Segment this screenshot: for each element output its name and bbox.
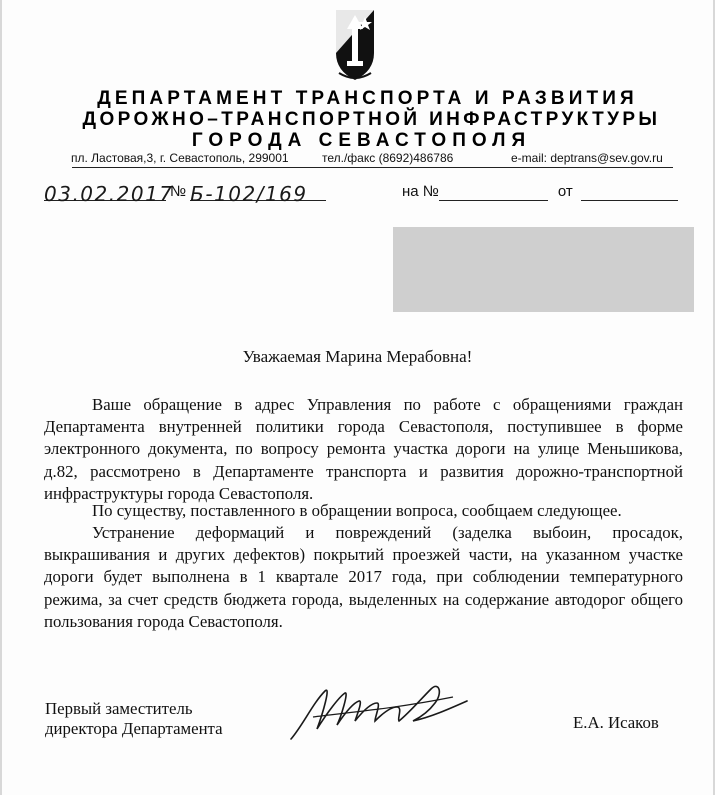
reference-blank bbox=[439, 182, 548, 201]
from-blank bbox=[581, 182, 678, 201]
letter-paragraph-3: Устранение деформаций и повреждений (заделка выбоин, просадок, выкрашивания и других дефектов) покрытий проезжей части, на указанном участке дороги будет выполнена в 1 квартале 2017 года, при соблюдении температурного режима, за счет средств бюджета города, выделенных на содержание автодорог общего пользования города Севастополя. bbox=[44, 523, 683, 631]
outgoing-date: 03.02.2017 bbox=[44, 182, 174, 206]
coat-of-arms-emblem bbox=[333, 7, 377, 83]
signatory-title-line-1: Первый заместитель bbox=[45, 699, 193, 718]
department-phone: тел./факс (8692)486786 bbox=[322, 151, 454, 165]
signatory-name: Е.А. Исаков bbox=[573, 713, 659, 732]
letter-paragraph-1: Ваше обращение в адрес Управления по работе с обращениями граждан Департамента внутренней политики города Севастополя, поступившее в форме электронного документа, по вопросу ремонта участка дороги на улице Меньшикова, д.82, рассмотрено в Департаменте транспорта и развития дорожно-транспортной инфраструктуры города Севастополя. bbox=[44, 395, 683, 503]
outgoing-registration bbox=[44, 182, 326, 208]
department-name-line-1: ДЕПАРТАМЕНТ ТРАНСПОРТА И РАЗВИТИЯ bbox=[97, 88, 638, 109]
redacted-addressee-block bbox=[393, 227, 694, 312]
from-label: от bbox=[557, 183, 573, 200]
signatory-title-line-2: директора Департамента bbox=[45, 719, 223, 738]
department-address: пл. Ластовая,3, г. Севастополь, 299001 bbox=[71, 151, 289, 165]
department-name-line-2: ДОРОЖНО–ТРАНСПОРТНОЙ ИНФРАСТРУКТУРЫ bbox=[82, 109, 661, 130]
outgoing-number: Б-102/169 bbox=[190, 182, 308, 206]
number-label: № bbox=[170, 183, 187, 200]
letter-paragraph-2: По существу, поставленного в обращении вопроса, сообщаем следующее. bbox=[92, 501, 622, 520]
letter-greeting: Уважаемая Марина Мерабовна! bbox=[242, 347, 473, 366]
department-name-line-3: ГОРОДА СЕВАСТОПОЛЯ bbox=[191, 130, 532, 151]
handwritten-signature bbox=[283, 673, 483, 749]
signatory-title bbox=[45, 699, 223, 739]
department-email: e-mail: deptrans@sev.gov.ru bbox=[511, 151, 663, 165]
incoming-reference bbox=[402, 182, 678, 208]
header-divider bbox=[72, 167, 673, 168]
reference-label: на № bbox=[402, 183, 439, 200]
